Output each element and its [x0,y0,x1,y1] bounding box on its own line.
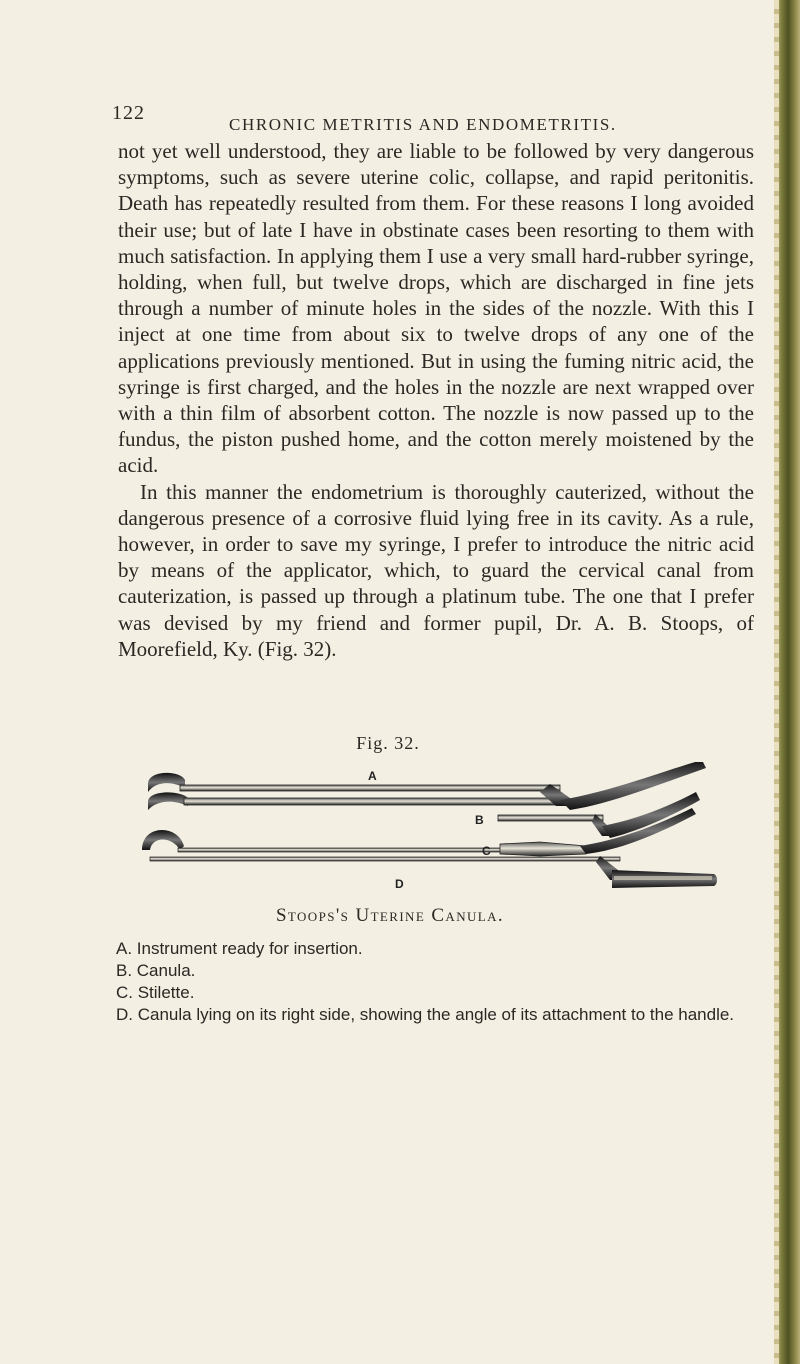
instrument-illustration [140,762,720,897]
figure-number: Fig. 32. [356,733,420,753]
instrument-d [150,856,717,888]
page-edge [774,0,800,1364]
figure-label-c: C [482,844,491,858]
figure-label-d: D [395,877,404,891]
figure-label-b: B [475,813,484,827]
paragraph: not yet well understood, they are liable to be followed by very dangerous symptoms, such as severe uterine colic, collapse, and rapid peritonitis. Death has repeatedly resulted from them. For these reasons I long avoided their use; but of late I have in obstinate cases been resorting to them with much satisfaction. In applying them I use a very small hard-rubber syringe, holding, when full, but twelve drops, which are discharged in fine jets through a number of minute holes in the sides of the nozzle. With this I inject at one time from about six to twelve drops of any one of the applications previously mentioned. But in using the fuming nitric acid, the syringe is first charged, and the holes in the nozzle are next wrapped over with a thin film of absorbent cotton. The nozzle is now passed up to the fundus, the piston pushed home, and the cotton merely moistened by the acid. [118,139,754,478]
figure-label-a: A [368,769,377,783]
body-text [118,138,754,662]
legend-item: D. Canula lying on its right side, showing the angle of its attachment to the handle. [116,1005,735,1024]
running-title: CHRONIC METRITIS AND ENDOMETRITIS. [229,115,617,134]
paragraph: In this manner the endometrium is thoroughly cauterized, without the dangerous presence of a corrosive fluid lying free in its cavity. As a rule, however, in order to save my syringe, I prefer to introduce the nitric acid by means of the applicator, which, to guard the cervical canal from cauterization, is passed up through a platinum tube. The one that I prefer was devised by my friend and former pupil, Dr. A. B. Stoops, of Moorefield, Ky. (Fig. 32). [118,479,754,661]
legend-item: A. Instrument ready for insertion. [116,939,363,958]
instrument-a [148,762,706,810]
legend-item: B. Canula. [116,961,196,980]
legend-item: C. Stilette. [116,983,195,1002]
figure-caption: Stoops's Uterine Canula. [275,905,505,926]
page-number: 122 [112,102,145,124]
figure-legend [104,938,754,1026]
